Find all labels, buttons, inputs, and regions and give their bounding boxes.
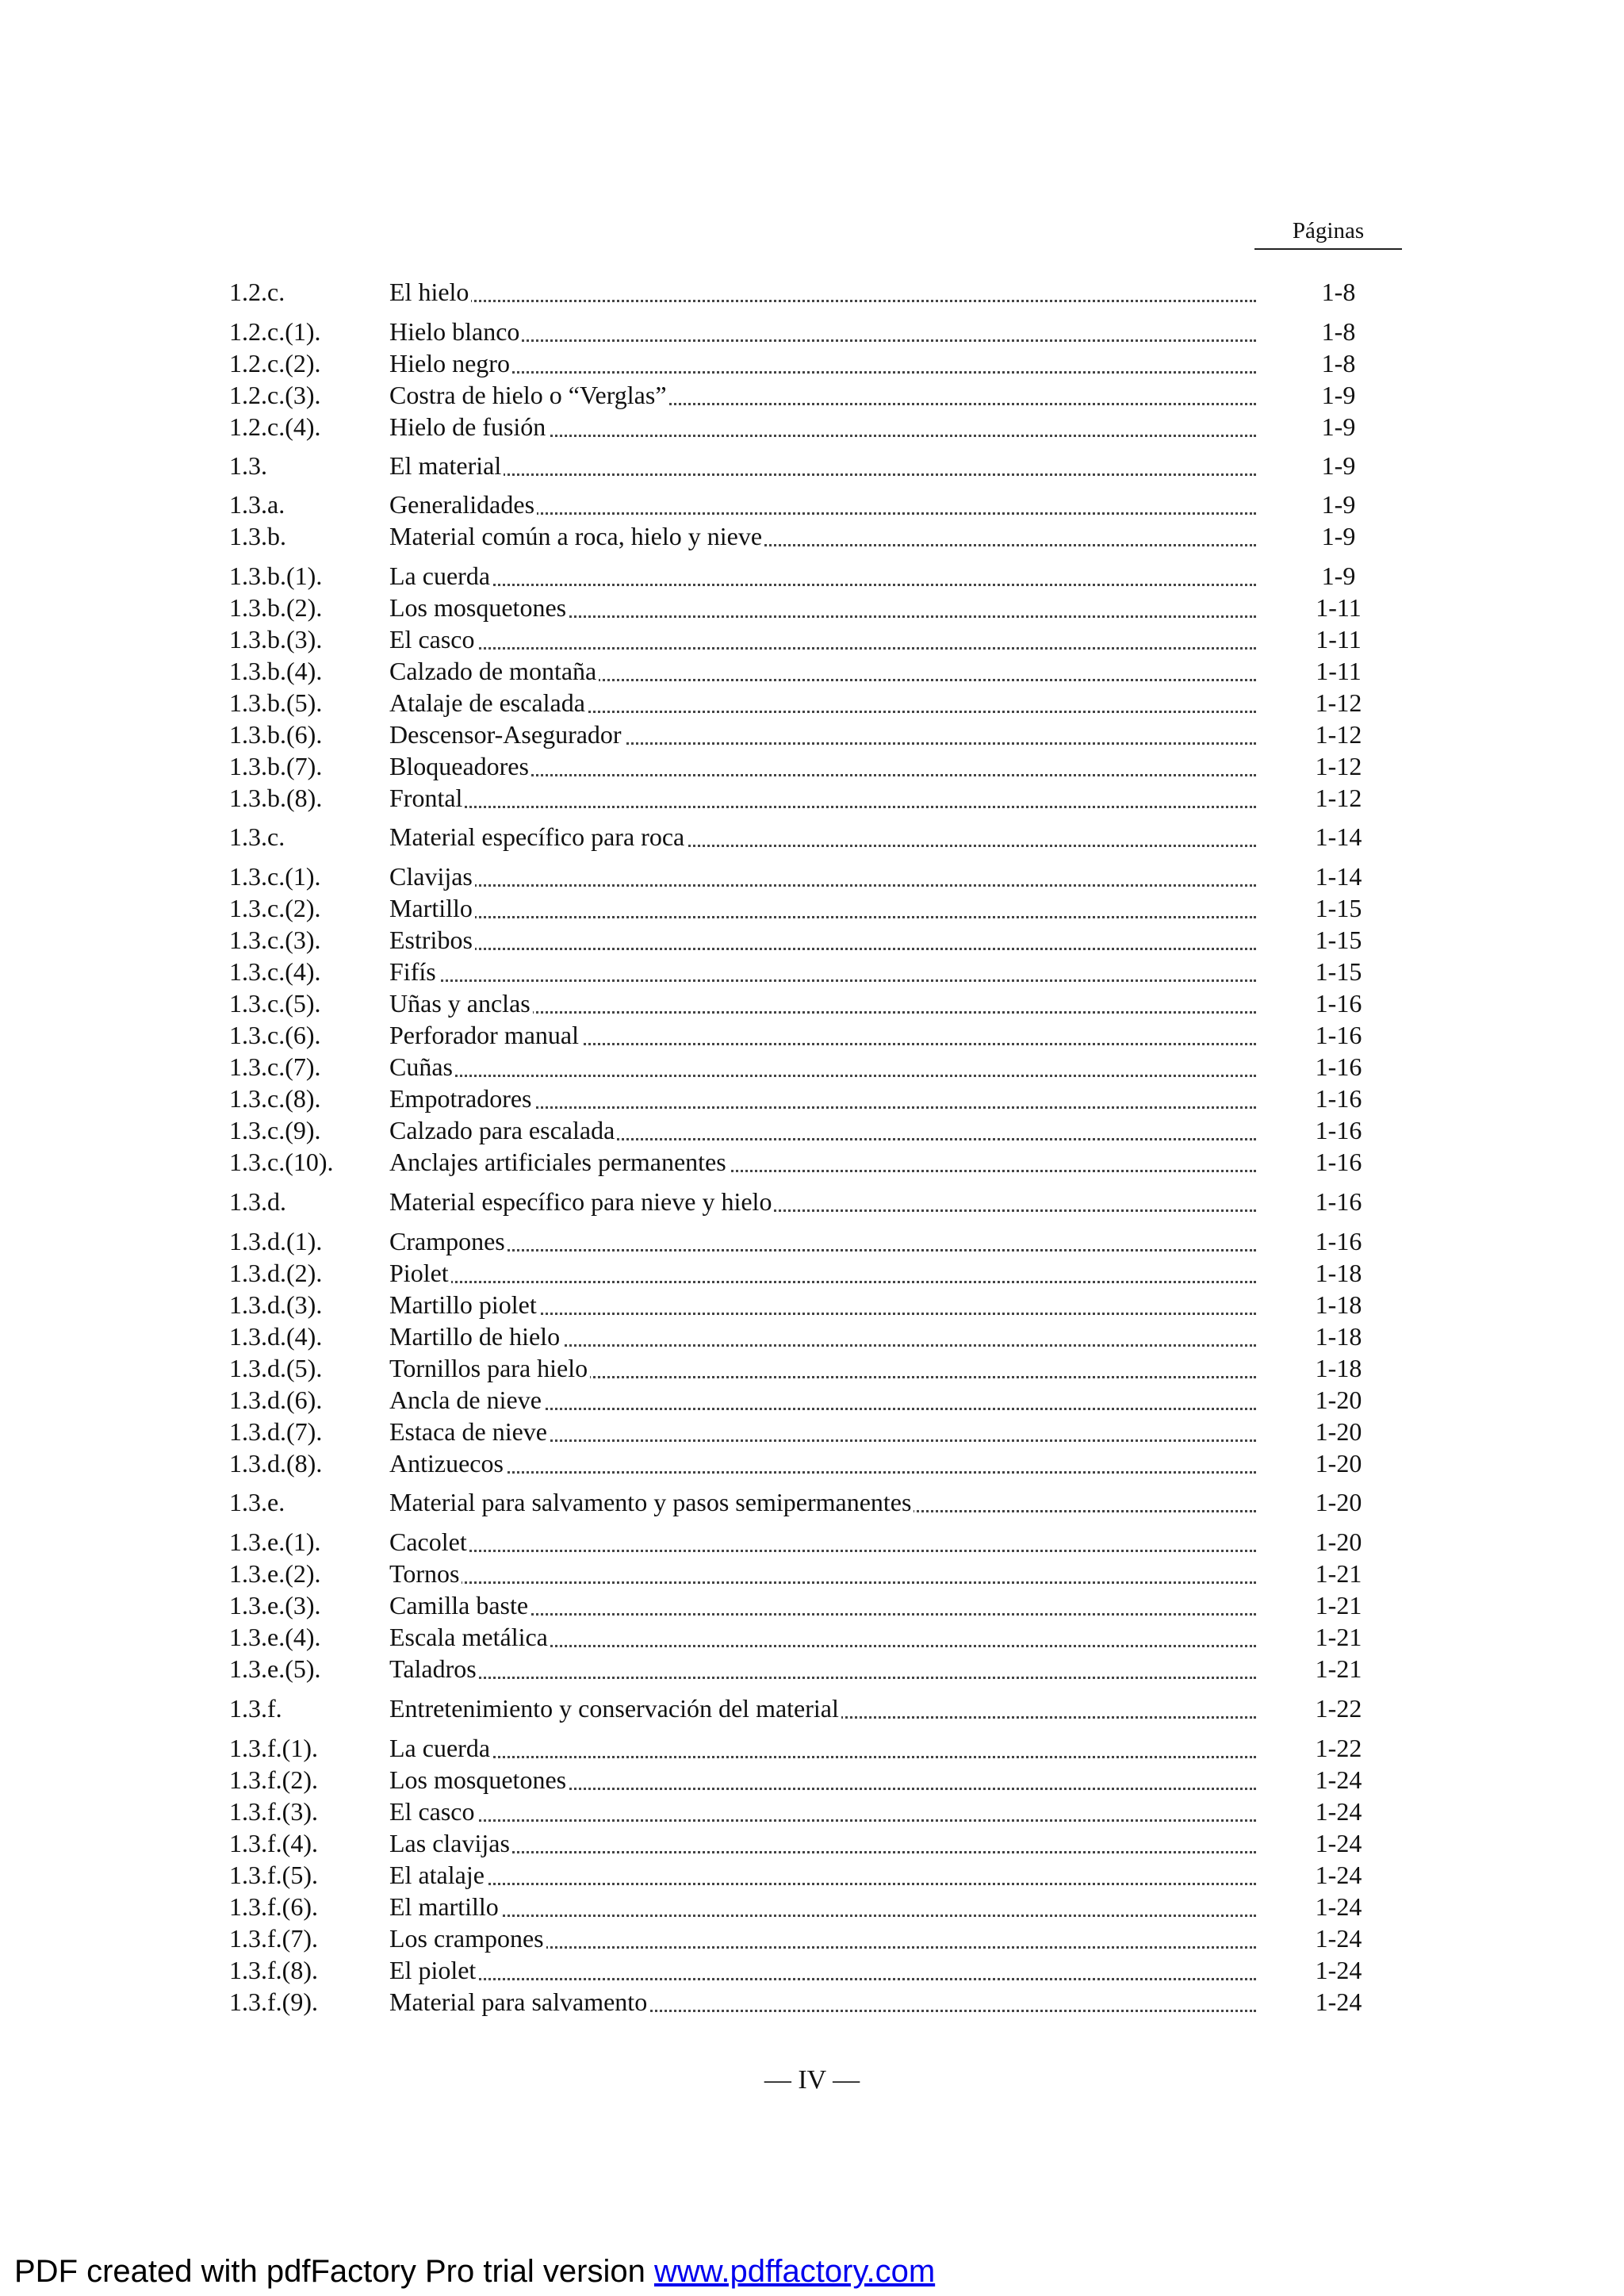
toc-entry-number: 1.3.e.(1). [229,1527,321,1556]
toc-entry [0,750,1624,782]
toc-entry-title-text: Material específico para roca [389,822,687,851]
toc-entry-title-text: Escala metálica [389,1623,550,1651]
toc-entry-title [389,1146,1256,1178]
toc-entry-number: 1.3.b.(2). [229,593,323,622]
toc-entry-number: 1.3.c.(6). [229,1021,321,1049]
toc-entry-title [389,782,1256,814]
toc-entry-page: 1-9 [1321,381,1356,409]
toc-entry-title [389,1352,1256,1384]
toc-entry-page: 1-24 [1315,1797,1362,1826]
toc-entry-number: 1.2.c. [229,278,285,306]
toc-entry [0,1986,1624,2018]
toc-entry-title-text: La cuerda [389,1734,492,1762]
toc-entry [0,956,1624,987]
toc-entry-number: 1.3.e. [229,1488,285,1516]
toc-entry-title-text: Estribos [389,926,475,954]
toc-entry-number: 1.3.f.(3). [229,1797,318,1826]
toc-entry-title-text: Martillo de hielo [389,1322,562,1351]
toc-entry [0,1186,1624,1217]
toc-entry-page: 1-16 [1315,1084,1362,1113]
toc-entry-number: 1.3.c.(2). [229,894,321,922]
toc-entry-title-text: El casco [389,625,477,654]
toc-entry [0,924,1624,956]
toc-entry-title-text: Entretenimiento y conservación del material [389,1694,841,1723]
page-folio: — IV — [764,2065,860,2095]
toc-entry-page: 1-14 [1315,862,1362,891]
toc-entry-title [389,276,1256,308]
toc-entry-title-text: Bloqueadores [389,752,531,780]
pdffactory-link[interactable]: www.pdffactory.com [653,2254,936,2289]
toc-entry-number: 1.3.e.(5). [229,1654,321,1683]
toc-entry [0,1051,1624,1083]
toc-entry [0,1764,1624,1796]
toc-entry-title-text: Martillo piolet [389,1290,539,1319]
toc-entry [0,1416,1624,1447]
toc-entry-page: 1-15 [1315,894,1362,922]
toc-entry-number: 1.3.c.(10). [229,1148,334,1176]
toc-entry-title [389,892,1256,924]
toc-entry [0,1621,1624,1653]
toc-entry-number: 1.3.f.(6). [229,1892,318,1921]
toc-entry [0,861,1624,892]
toc-entry-page: 1-12 [1315,720,1362,749]
toc-entry [0,450,1624,481]
toc-entry-page: 1-22 [1315,1694,1362,1723]
toc-entry-title-text: El hielo [389,278,471,306]
toc-entry-title [389,1653,1256,1685]
toc-entry-title-text: Crampones [389,1227,508,1255]
toc-entry-title-text: Cuñas [389,1052,455,1081]
toc-entry-number: 1.3.f.(4). [229,1829,318,1857]
toc-entry-title [389,450,1256,481]
toc-entry-title-text: La cuerda [389,562,492,590]
toc-entry-page: 1-12 [1315,784,1362,812]
toc-entry-page: 1-8 [1321,349,1356,378]
toc-entry [0,719,1624,750]
toc-entry-page: 1-8 [1321,278,1356,306]
toc-entry-page: 1-8 [1321,317,1356,346]
toc-entry-page: 1-15 [1315,926,1362,954]
toc-entry-page: 1-11 [1316,657,1362,685]
toc-entry-title [389,1692,1256,1724]
toc-entry [0,1447,1624,1479]
toc-entry-page: 1-22 [1315,1734,1362,1762]
toc-entry-number: 1.3.b.(6). [229,720,323,749]
toc-entry-number: 1.3.d.(8). [229,1449,323,1478]
toc-entry-title [389,1732,1256,1764]
toc-entry-title-text: El martillo [389,1892,501,1921]
toc-entry-page: 1-15 [1315,957,1362,986]
toc-entry-number: 1.2.c.(3). [229,381,321,409]
toc-entry-title-text: Los mosquetones [389,1765,569,1794]
toc-entry [0,1891,1624,1922]
toc-entry-page: 1-21 [1315,1591,1362,1619]
toc-entry [0,1289,1624,1320]
toc-entry-number: 1.3.b. [229,522,286,550]
toc-entry-title-text: Material común a roca, hielo y nieve [389,522,764,550]
toc-entry-title-text: Cacolet [389,1527,469,1556]
toc-entry-title-text: Perforador manual [389,1021,581,1049]
toc-entry-title-text: Ancla de nieve [389,1386,544,1414]
toc-entry-number: 1.3.b.(5). [229,688,323,717]
toc-entry-page: 1-18 [1315,1354,1362,1382]
toc-entry [0,592,1624,623]
toc-entry-page: 1-16 [1315,1227,1362,1255]
toc-entry [0,1146,1624,1178]
toc-entry-title-text: Martillo [389,894,475,922]
toc-entry-title [389,987,1256,1019]
toc-entry-title [389,821,1256,853]
toc-entry [0,655,1624,687]
toc-entry-number: 1.3.b.(8). [229,784,323,812]
toc-entry-page: 1-9 [1321,490,1356,519]
toc-entry-title-text: Los mosquetones [389,593,569,622]
toc-entry-title [389,1827,1256,1859]
toc-entry-title [389,924,1256,956]
toc-entry-number: 1.3.f.(7). [229,1924,318,1953]
toc-entry [0,411,1624,443]
toc-entry [0,782,1624,814]
toc-entry-page: 1-18 [1315,1322,1362,1351]
toc-entry-title-text: Material para salvamento y pasos semipermanentes [389,1488,914,1516]
toc-entry-number: 1.3.d.(5). [229,1354,323,1382]
toc-entry [0,1827,1624,1859]
toc-entry-title-text: Empotradores [389,1084,534,1113]
toc-entry-number: 1.3.d.(4). [229,1322,323,1351]
toc-entry-number: 1.3.c. [229,822,285,851]
toc-entry-number: 1.3.d.(3). [229,1290,323,1319]
toc-entry-title-text: Calzado de montaña [389,657,599,685]
toc-entry-page: 1-21 [1315,1654,1362,1683]
toc-entry-title [389,1922,1256,1954]
toc-entry-title-text: Antizuecos [389,1449,506,1478]
toc-entry-title [389,1019,1256,1051]
toc-entry-number: 1.3.c.(1). [229,862,321,891]
toc-entry-page: 1-24 [1315,1956,1362,1984]
toc-entry-page: 1-18 [1315,1259,1362,1287]
toc-entry-page: 1-9 [1321,451,1356,480]
toc-entry-title [389,1486,1256,1518]
toc-entry-title [389,750,1256,782]
watermark-text: PDF created with pdfFactory Pro trial version [14,2254,654,2289]
toc-entry [0,1083,1624,1114]
toc-entry-page: 1-16 [1315,1148,1362,1176]
toc-entry-page: 1-9 [1321,562,1356,590]
toc-entry-title [389,1289,1256,1320]
toc-entry-title [389,520,1256,552]
toc-entry-number: 1.3.e.(4). [229,1623,321,1651]
toc-entry-number: 1.3.b.(4). [229,657,323,685]
toc-entry-title [389,1083,1256,1114]
toc-entry-title [389,1225,1256,1257]
toc-entry-page: 1-11 [1316,593,1362,622]
toc-entry-title-text: Descensor-Asegurador [389,720,624,749]
toc-entry-title [389,1114,1256,1146]
pdf-watermark [14,2253,935,2290]
toc-entry [0,1352,1624,1384]
toc-entry-page: 1-12 [1315,688,1362,717]
toc-entry-number: 1.3.f. [229,1694,282,1723]
toc-entry-number: 1.3.c.(3). [229,926,321,954]
toc-entry-page: 1-16 [1315,1021,1362,1049]
toc-entry-title-text: El piolet [389,1956,478,1984]
toc-entry-page: 1-18 [1315,1290,1362,1319]
toc-entry-title [389,861,1256,892]
toc-entry-title [389,489,1256,520]
toc-entry-title-text: Los crampones [389,1924,546,1953]
toc-entry-page: 1-20 [1315,1417,1362,1446]
toc-entry-title [389,1954,1256,1986]
toc-entry-page: 1-12 [1315,752,1362,780]
toc-entry-number: 1.3.f.(8). [229,1956,318,1984]
toc-entry-title-text: Uñas y anclas [389,989,533,1018]
toc-entry-page: 1-16 [1315,989,1362,1018]
toc-entry [0,892,1624,924]
toc-entry-title [389,1320,1256,1352]
toc-entry [0,987,1624,1019]
toc-entry [0,1526,1624,1558]
toc-entry-title-text: Taladros [389,1654,479,1683]
toc-entry-title-text: Tornillos para hielo [389,1354,590,1382]
toc-entry-title [389,1257,1256,1289]
toc-entry-page: 1-14 [1315,822,1362,851]
toc-entry-number: 1.3.c.(4). [229,957,321,986]
toc-entry [0,1320,1624,1352]
toc-entry [0,276,1624,308]
toc-entry-number: 1.2.c.(4). [229,412,321,441]
toc-entry-title-text: Material para salvamento [389,1987,649,2016]
toc-entry-number: 1.3.b.(3). [229,625,323,654]
toc-entry-number: 1.3. [229,451,267,480]
toc-entry-title [389,592,1256,623]
toc-entry-number: 1.3.f.(5). [229,1861,318,1889]
toc-entry-title-text: Las clavijas [389,1829,512,1857]
toc-entry-page: 1-21 [1315,1623,1362,1651]
toc-entry-number: 1.3.a. [229,490,285,519]
toc-entry-title-text: Anclajes artificiales permanentes [389,1148,729,1176]
toc-entry [0,821,1624,853]
toc-entry-title [389,956,1256,987]
toc-entry [0,1653,1624,1685]
toc-entry-title [389,379,1256,411]
toc-entry-title [389,411,1256,443]
toc-entry-number: 1.3.e.(2). [229,1559,321,1588]
toc-entry-title [389,1986,1256,2018]
toc-entry-number: 1.3.f.(9). [229,1987,318,2016]
toc-entry-title-text: Hielo de fusión [389,412,548,441]
toc-entry [0,1922,1624,1954]
toc-entry [0,489,1624,520]
toc-entry-title [389,1589,1256,1621]
toc-entry [0,1732,1624,1764]
toc-entry-page: 1-24 [1315,1924,1362,1953]
toc-entry-title-text: Clavijas [389,862,475,891]
toc-entry-page: 1-21 [1315,1559,1362,1588]
toc-entry-page: 1-16 [1315,1187,1362,1216]
toc-entry-title [389,719,1256,750]
toc-entry-number: 1.3.f.(2). [229,1765,318,1794]
toc-entry-title [389,1416,1256,1447]
toc-entry [0,1796,1624,1827]
toc-entry [0,1114,1624,1146]
toc-entry [0,1384,1624,1416]
toc-entry-page: 1-24 [1315,1892,1362,1921]
toc-entry [0,687,1624,719]
toc-entry-number: 1.3.b.(1). [229,562,323,590]
toc-entry [0,1589,1624,1621]
toc-entry-page: 1-20 [1315,1449,1362,1478]
toc-entry-title [389,1186,1256,1217]
toc-entry-number: 1.3.e.(3). [229,1591,321,1619]
toc-entry [0,1019,1624,1051]
toc-entry [0,379,1624,411]
toc-entry-number: 1.2.c.(1). [229,317,321,346]
toc-entry-number: 1.3.c.(7). [229,1052,321,1081]
toc-entry [0,1558,1624,1589]
toc-entry-title-text: El casco [389,1797,477,1826]
toc-entry-title [389,1764,1256,1796]
toc-entry [0,1225,1624,1257]
toc-entry-number: 1.3.d.(7). [229,1417,323,1446]
toc-entry-title [389,655,1256,687]
toc-entry-title [389,560,1256,592]
toc-entry-page: 1-20 [1315,1488,1362,1516]
toc-entry-number: 1.3.c.(8). [229,1084,321,1113]
toc-entry-title [389,1859,1256,1891]
toc-entry-title [389,1558,1256,1589]
toc-entry-title-text: Generalidades [389,490,537,519]
toc-entry-title [389,1447,1256,1479]
toc-entry-page: 1-20 [1315,1527,1362,1556]
toc-entry-page: 1-24 [1315,1829,1362,1857]
toc-entry-number: 1.3.c.(5). [229,989,321,1018]
toc-entry [0,316,1624,347]
toc-entry-title [389,1796,1256,1827]
toc-entry [0,1692,1624,1724]
toc-entry-number: 1.3.d. [229,1187,286,1216]
toc-entry-page: 1-20 [1315,1386,1362,1414]
toc-entry-page: 1-9 [1321,522,1356,550]
toc-entry [0,1859,1624,1891]
toc-entry-title [389,1051,1256,1083]
toc-entry-number: 1.3.c.(9). [229,1116,321,1144]
toc-entry-number: 1.3.d.(2). [229,1259,323,1287]
toc-entry-page: 1-24 [1315,1987,1362,2016]
toc-entry-page: 1-24 [1315,1765,1362,1794]
toc-entry [0,347,1624,379]
toc-entry-number: 1.3.f.(1). [229,1734,318,1762]
toc-entry [0,623,1624,655]
toc-entry-title-text: Calzado para escalada [389,1116,617,1144]
toc-entry-title [389,316,1256,347]
toc-entry-title-text: Hielo negro [389,349,512,378]
toc-entry-title-text: Hielo blanco [389,317,522,346]
toc-entry-title-text: Estaca de nieve [389,1417,550,1446]
toc-entry-page: 1-16 [1315,1052,1362,1081]
header-underline [1254,248,1402,250]
toc-entry-title-text: El atalaje [389,1861,487,1889]
toc-entry [0,1954,1624,1986]
toc-entry [0,1257,1624,1289]
toc-entry-title-text: Atalaje de escalada [389,688,588,717]
toc-entry-title [389,1384,1256,1416]
toc-entry-title-text: Piolet [389,1259,451,1287]
toc-entry-title [389,1621,1256,1653]
toc-entry-page: 1-16 [1315,1116,1362,1144]
toc-entry-page: 1-24 [1315,1861,1362,1889]
toc-entry-page: 1-9 [1321,412,1356,441]
toc-entry-title-text: Camilla baste [389,1591,530,1619]
toc-entry-title [389,1891,1256,1922]
toc-entry-number: 1.3.d.(6). [229,1386,323,1414]
toc-entry [0,1486,1624,1518]
toc-entry-title [389,623,1256,655]
toc-entry-title [389,1526,1256,1558]
toc-entry-title-text: Costra de hielo o “Verglas” [389,381,669,409]
toc-entry-number: 1.3.d.(1). [229,1227,323,1255]
toc-entry-title-text: Fifís [389,957,439,986]
toc-entry-number: 1.3.b.(7). [229,752,323,780]
toc-entry-title-text: Material específico para nieve y hielo [389,1187,774,1216]
pages-column-header: Páginas [1292,218,1365,243]
toc-entry [0,520,1624,552]
toc-entry-title-text: Tornos [389,1559,462,1588]
toc-entry-page: 1-11 [1316,625,1362,654]
toc-entry-title-text: Frontal [389,784,465,812]
toc-entry [0,560,1624,592]
toc-entry-title [389,347,1256,379]
toc-entry-title-text: El material [389,451,504,480]
toc-entry-title [389,687,1256,719]
toc-entry-number: 1.2.c.(2). [229,349,321,378]
